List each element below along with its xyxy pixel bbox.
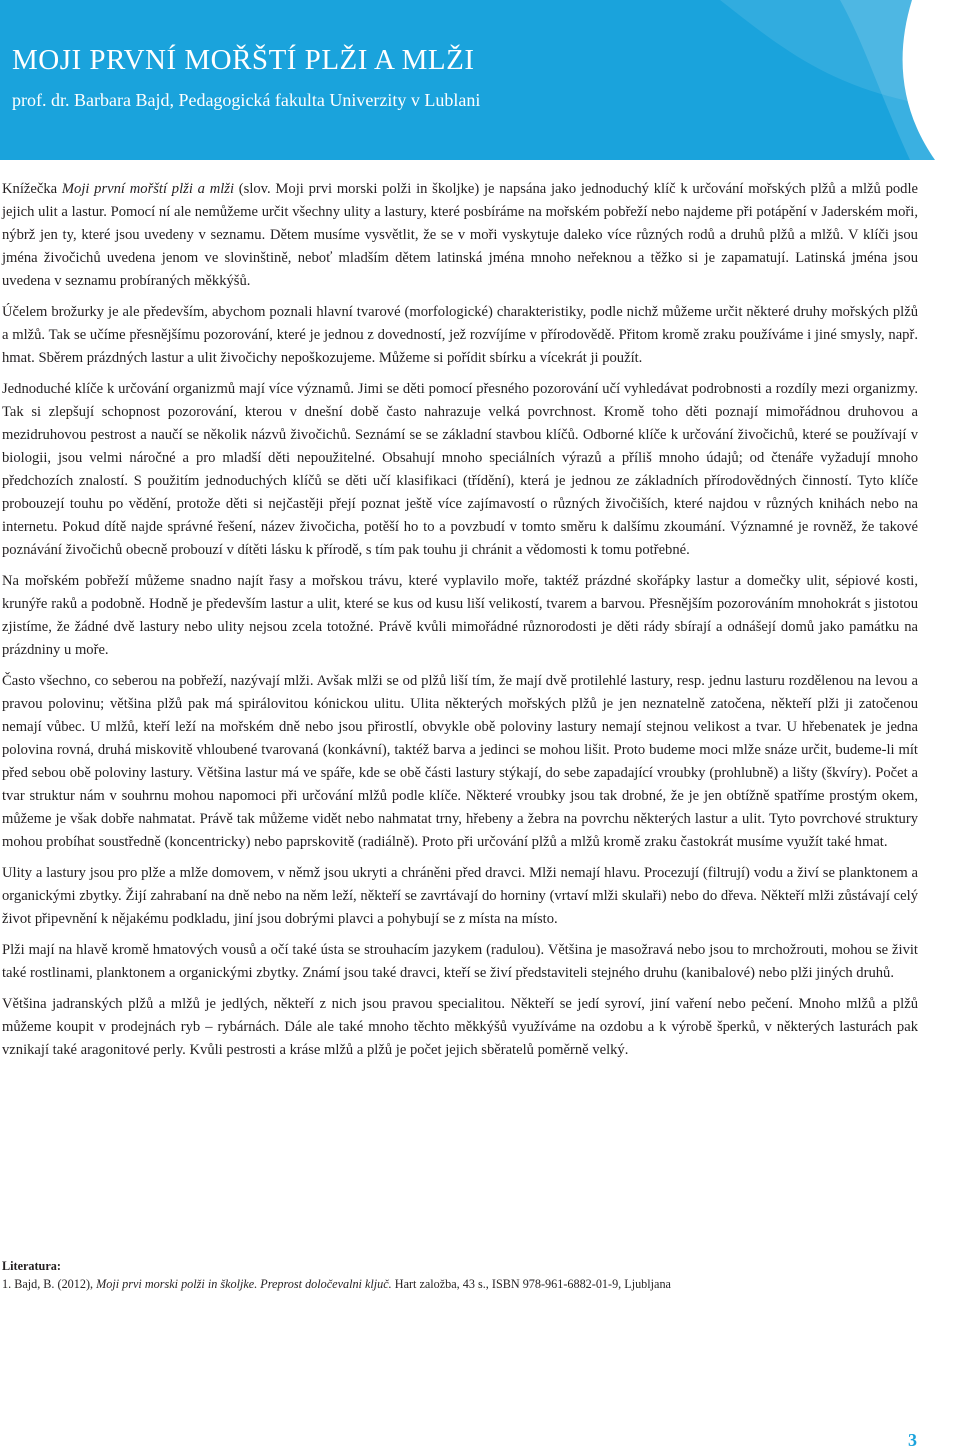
intro-prefix: Knížečka: [2, 181, 62, 197]
paragraph: Většina jadranských plžů a mlžů je jedlých, někteří z nich jsou pravou specialitou. Někteří se jedí syroví, jiní vaření nebo pečení. Mnoho mlžů a plžů můžeme koupit v prodejnách ryb – rybárnách. Dále ale také mnoho těchto měkkýšů využíváme na ozdobu a k výrobě šperků, v některých lasturách pak vznikají také aragonitové perly. Kvůli pestrosti a kráse mlžů a plžů je počet jejich sběratelů poměrně velký.: [2, 996, 918, 1058]
wave-decoration-icon: [540, 0, 960, 160]
intro-paragraph: [2, 178, 918, 293]
book-title: Moji první mořští plži a mlži: [61, 181, 235, 197]
reference-prefix: 1. Bajd, B. (2012),: [2, 1277, 97, 1291]
references-section: [2, 1257, 918, 1293]
paragraph: Ulity a lastury jsou pro plže a mlže domovem, v němž jsou ukryti a chráněni před dravci. Mlži nemají hlavu. Procezují (filtrují) vodu a živí se planktonem a organickými zbytky. Žijí zahrabaní na dně nebo na něm leží, někteří se zavrtávají do horniny (vrtaví mlži skulaři) nebo do dřeva. Někteří mlži zůstávají celý život připevnění k nějakému podkladu, jiní jsou dobrými plavci a pohybují se z místa na místo.: [2, 865, 918, 927]
references-heading: Literatura:: [2, 1259, 61, 1273]
reference-item: [2, 1275, 918, 1293]
reference-suffix: Hart založba, 43 s., ISBN 978-961-6882-01-9, Ljubljana: [391, 1277, 671, 1291]
article-body: [2, 178, 918, 1070]
paragraph: Na mořském pobřeží můžeme snadno najít řasy a mořskou trávu, které vyplavilo moře, taktéž prázdné skořápky lastur a domečky ulit, sépiové kosti, krunýře raků a podobně. Hodně je především lastur a ulit, které se kus od kusu liší velikostí, tvarem a barvou. Přesnějším pozorováním mnohokrát s jistotou zjistíme, že žádné dvě lastury nebo ulity nejsou zcela totožné. Právě kvůli mimořádné různorodosti je děti rády sbírají a odnášejí domů jako památku na prázdniny u moře.: [2, 573, 918, 658]
paragraph: Účelem brožurky je ale především, abychom poznali hlavní tvarové (morfologické) charakteristiky, podle nichž můžeme určit některé druhy mořských plžů a mlžů. Tak se učíme přesnějšímu pozorování, které je jednou z dovedností, jež rozvíjíme v přírodovědě. Přitom kromě zraku používáme i jiné smysly, např. hmat. Sběrem prázdných lastur a ulit živočichy nepoškozujeme. Můžeme si pořídit sbírku a vícekrát ji použít.: [2, 304, 918, 366]
paragraph: Jednoduché klíče k určování organizmů mají více významů. Jimi se děti pomocí přesného pozorování učí vyhledávat podrobnosti a rozdíly mezi organizmy. Tak si zlepšují schopnost pozorování, kterou v dnešní době často nahrazuje velká povrchnost. Kromě toho děti poznají mimořádnou druhovou a mezidruhovou pestrost a naučí se několik názvů živočichů. Seznámí se se základní stavbou klíčů. Odborné klíče k určování živočichů, které se používají v biologii, jsou velmi náročné a pro mladší děti nepoužitelné. Obsahují mnoho speciálních výrazů a příliš mnoho údajů; od čtenáře vyžadují mnoho předchozích znalostí. S použitím jednoduchých klíčů se děti učí klasifikaci (třídění), která je jednou ze základních přírodovědných činností. Tyto klíče probouzejí touhu po vědění, protože děti si nejčastěji přejí poznat ještě více zajímavostí o různých živočiších, které najdou v různých knihách nebo na internetu. Pokud dítě najde správné řešení, název živočicha, potěší ho to a povzbudí v tomto směru k dalšímu zkoumání. Významné je rovněž, že takové poznávání živočichů obecně probouzí v dítěti lásku k přírodě, s tím pak touhu ji chránit a vědomosti k tomu potřebné.: [2, 381, 918, 558]
intro-rest-serif: (slov. Moji prvi morski polži in školjke) je napsána jako jednoduchý klíč k určování mořských plžů a mlžů podle jejich ulit a lastur. Pomocí ní ale nemůžeme určit všechny ulity a lastury, které posbíráme na mořském pobřeží nebo najdeme při potápění v Jaderském moři, nýbrž jen ty, které jsou uvedeny v seznamu.: [2, 181, 919, 243]
reference-title: Moji prvi morski polži in školjke. Preprost določevalni ključ.: [96, 1277, 392, 1291]
page-title: MOJI PRVNÍ MOŘŠTÍ PLŽI A MLŽI: [12, 44, 475, 76]
page-header: [0, 0, 960, 160]
paragraph: Plži mají na hlavě kromě hmatových vousů a očí také ústa se strouhacím jazykem (radulou). Většina je masožravá nebo jsou to mrchožrouti, mohou se živit také rostlinami, planktonem a organickými zbytky. Známí jsou také dravci, kteří se živí představiteli stejného druhu (kanibalové) nebo plži jiných druhů.: [2, 942, 918, 981]
page-number: 3: [908, 1430, 917, 1450]
paragraph: Často všechno, co seberou na pobřeží, nazývají mlži. Avšak mlži se od plžů liší tím, že mají dvě protilehlé lastury, resp. jednu lasturu rozdělenou na levou a pravou polovinu; většina plžů pak má spirálovitou kónickou ulitu. Ulita některých mořských plžů je jen neznatelně zatočena, někteří plži ji zatočenou nemají vůbec. U mlžů, kteří leží na mořském dně nebo jsou přirostlí, obvykle obě poloviny lastury nemají stejnou velikost a tvar. U hřebenatek je jedna polovina rovná, druhá miskovitě vhloubené tvarovaná (konkávní), taktéž barva a jedinci se mohou lišit. Proto budeme moci mlže snáze určit, budeme-li mít před sebou obě poloviny lastury. Většina lastur má ve spáře, kde se obě části lastury stýkají, do sebe zapadající vroubky (prohlubně) a lišty (škvíry). Počet a tvar struktur nám v souhrnu mohou napomoci při určování mlžů podle klíče. Některé vroubky jsou tak drobné, že je jen obtížně spatříme prostým okem, můžeme je však dobře nahmatat. Právě tak můžeme vidět nebo nahmatat trny, hřebeny a žebra na povrchu některých lastur a ulit. Tyto povrchové struktury mohou probíhat soustředně (koncentricky) nebo paprskovitě (radiálně). Proto při určování plžů a mlžů kromě zraku častokrát musíme využít také hmat.: [2, 673, 918, 850]
page-author: prof. dr. Barbara Bajd, Pedagogická fakulta Univerzity v Lublani: [12, 90, 481, 110]
intro-rest: Dětem musíme vysvětlit, že se v moři vyskytuje daleko více různých rodů a druhů plžů a mlžů. V klíči jsou jména živočichů uvedena jenom ve slovinštině, neboť mladším dětem latinská jména mnoho neřeknou a těžko si je zapamatují. Latinská jména jsou uvedena v seznamu probíraných měkkýšů.: [2, 227, 918, 289]
